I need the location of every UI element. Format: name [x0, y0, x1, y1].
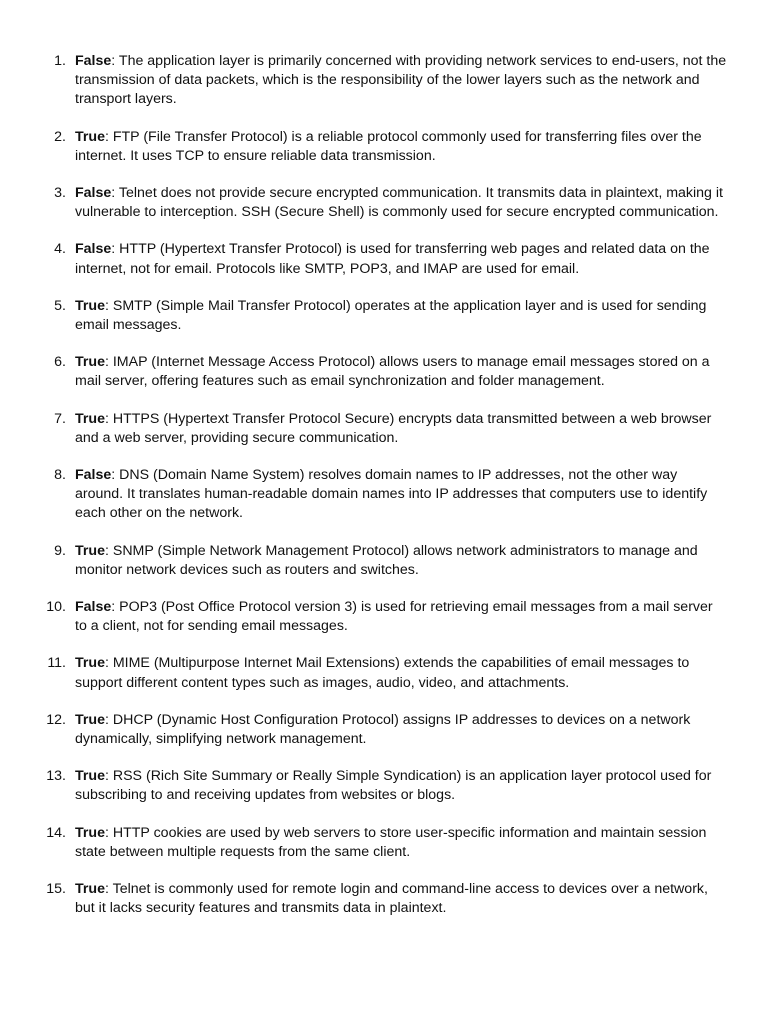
item-verdict: True — [75, 542, 105, 559]
item-text: : The application layer is primarily concerned with providing network services to end-users, not the transmission of data packets, which is the responsibility of the lower layers such as the network and transport layers. — [75, 53, 727, 108]
item-verdict: True — [75, 410, 105, 427]
list-item — [0, 767, 768, 805]
item-verdict: True — [75, 768, 105, 785]
item-text: : Telnet is commonly used for remote login and command-line access to devices over a network, but it lacks security features and transmits data in plaintext. — [75, 881, 708, 917]
list-item — [0, 654, 768, 692]
item-text: : RSS (Rich Site Summary or Really Simple Syndication) is an application layer protocol used for subscribing to and receiving updates from websites or blogs. — [75, 768, 712, 804]
item-number: 9. — [54, 542, 66, 559]
item-text: : HTTP (Hypertext Transfer Protocol) is used for transferring web pages and related data on the internet, not for email. Protocols like SMTP, POP3, and IMAP are used for email. — [75, 241, 710, 277]
item-number: 15. — [46, 881, 66, 898]
item-text: : Telnet does not provide secure encrypted communication. It transmits data in plaintext, making it vulnerable to interception. SSH (Secure Shell) is commonly used for secure encrypted communication. — [75, 185, 723, 221]
item-number: 11. — [47, 655, 66, 672]
item-verdict: True — [75, 655, 105, 672]
item-number: 14. — [46, 824, 66, 841]
list-item — [0, 824, 768, 862]
item-number: 6. — [54, 354, 66, 371]
item-verdict: False — [75, 241, 112, 258]
item-text: : SMTP (Simple Mail Transfer Protocol) operates at the application layer and is used for sending email messages. — [75, 297, 707, 334]
list-item — [0, 353, 768, 391]
item-number: 7. — [54, 410, 66, 427]
list-item — [0, 52, 768, 110]
item-text: : FTP (File Transfer Protocol) is a reliable protocol commonly used for transferring files over the internet. It uses TCP to ensure reliable data transmission. — [75, 128, 702, 164]
item-number: 2. — [54, 128, 66, 145]
list-item — [0, 410, 768, 448]
item-number: 4. — [54, 241, 66, 258]
item-verdict: True — [75, 711, 105, 728]
answer-list — [0, 52, 768, 919]
list-item — [0, 128, 768, 166]
item-text: : POP3 (Post Office Protocol version 3) is used for retrieving email messages from a mail server to a client, not for sending email messages. — [75, 599, 713, 635]
item-number: 13. — [46, 768, 66, 785]
item-number: 8. — [54, 467, 66, 484]
item-verdict: False — [75, 185, 112, 202]
item-text: : HTTP cookies are used by web servers to store user-specific information and maintain session state between multiple requests from the same client. — [75, 824, 707, 860]
item-verdict: True — [75, 824, 105, 841]
item-verdict: True — [75, 128, 105, 145]
item-verdict: False — [75, 53, 112, 69]
item-number: 3. — [54, 185, 66, 202]
item-number: 5. — [54, 297, 66, 314]
item-text: : HTTPS (Hypertext Transfer Protocol Secure) encrypts data transmitted between a web browser and a web server, providing secure communication. — [75, 410, 712, 446]
item-verdict: False — [75, 467, 112, 484]
list-item — [0, 542, 768, 580]
item-text: : IMAP (Internet Message Access Protocol) allows users to manage email messages stored on a mail server, offering features such as email synchronization and folder management. — [75, 354, 710, 390]
item-text: : MIME (Multipurpose Internet Mail Extensions) extends the capabilities of email messages to support different content types such as images, audio, video, and attachments. — [75, 655, 690, 691]
list-item — [0, 184, 768, 222]
item-text: : DHCP (Dynamic Host Configuration Protocol) assigns IP addresses to devices on a network dynamically, simplifying network management. — [75, 711, 691, 748]
item-number: 1. — [54, 53, 66, 69]
item-number: 10. — [46, 599, 66, 616]
list-item — [0, 880, 768, 918]
list-item — [0, 466, 768, 524]
item-verdict: False — [75, 599, 112, 616]
item-number: 12. — [46, 711, 66, 728]
list-item — [0, 240, 768, 278]
item-text: : DNS (Domain Name System) resolves domain names to IP addresses, not the other way around. It translates human-readable domain names into IP addresses that computers use to identify each other on the network. — [75, 467, 708, 522]
item-verdict: True — [75, 881, 105, 898]
item-verdict: True — [75, 297, 105, 314]
item-verdict: True — [75, 354, 105, 371]
item-text: : SNMP (Simple Network Management Protocol) allows network administrators to manage and monitor network devices such as routers and switches. — [75, 542, 698, 578]
list-item — [0, 297, 768, 335]
list-item — [0, 711, 768, 749]
list-item — [0, 598, 768, 636]
